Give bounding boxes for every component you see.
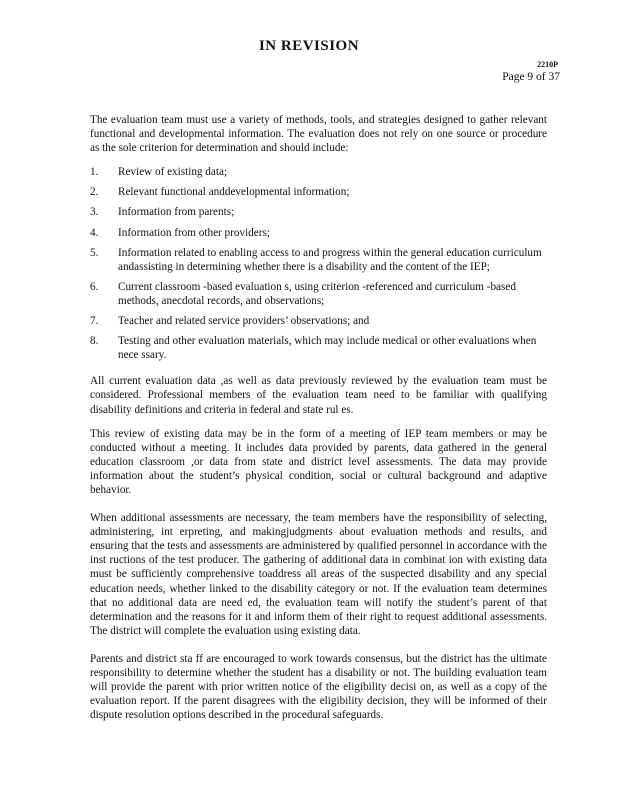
list-item-number: 6. (90, 280, 99, 293)
policy-number: 2210P (537, 60, 558, 69)
list-item-text: Relevant functional anddevelopmental information; (118, 186, 350, 199)
additional-assessments-paragraph: When additional assessments are necessary, the team members have the responsibility of selecting, administering, int erpreting, and makingjudgments about evaluation methods and results, and ensuring that the tests and assessments are administered by qualified personnel in accordance with the inst ructions of the test producer. The gathering of additional data in combinat ion with existing data must be sufficiently comprehensive toaddress all areas of the suspected disability and any special education needs, whether linked to the disability category or not. If the evaluation team determines that no additional data are need ed, the evaluation team will notify the student’s parent of that determination and the reasons for it and inform them of their right to request additional assessments. The district will complete the evaluation using existing data. (90, 512, 547, 637)
current-data-paragraph: All current evaluation data ,as well as data previously reviewed by the evaluation team must be considered. Professional members of the evaluation team need to be familiar with qualifying disability definitions and criteria in federal and state rul es. (90, 375, 547, 416)
revision-title: IN REVISION (258, 38, 360, 54)
list-item-text: Information from other providers; (118, 226, 270, 239)
list-item-number: 4. (90, 226, 99, 239)
list-item-text: Teacher and related service providers’ observations; and (118, 315, 370, 328)
list-item (90, 246, 547, 274)
intro-paragraph: The evaluation team must use a variety of methods, tools, and strategies designed to gather relevant functional and developmental information. The evaluation does not rely on one source or procedure as the sole criterion for determination and should include: (90, 114, 547, 155)
list-item (90, 226, 547, 240)
evaluation-methods-list (90, 165, 547, 362)
list-item (90, 280, 547, 308)
list-item (90, 165, 547, 179)
list-item-number: 1. (90, 166, 99, 179)
page-number: Page 9 of 37 (502, 71, 560, 83)
list-item-text: Current classroom -based evaluation s, using criterion -referenced and curriculum -based methods, anecdotal records, and observations; (118, 280, 516, 307)
list-item-number: 2. (90, 186, 99, 199)
list-item-number: 5. (90, 246, 99, 259)
list-item-number: 8. (90, 335, 99, 348)
list-item-text: Information related to enabling access to and progress within the general education curriculum andassisting in determining whether there is a disability and the content of the IEP; (118, 246, 542, 273)
list-item (90, 185, 547, 199)
consensus-paragraph: Parents and district sta ff are encouraged to work towards consensus, but the district has the ultimate responsibility to determine whether the student has a disability or not. The building evaluation team will provide the parent with prior written notice of the eligibility decisi on, as well as a copy of the evaluation report. If the parent disagrees with the eligibility decision, they will be informed of their dispute resolution options described in the procedural safeguards. (90, 652, 547, 722)
list-item-text: Review of existing data; (118, 166, 228, 179)
list-item-number: 7. (90, 315, 99, 328)
list-item (90, 334, 547, 362)
document-body (90, 113, 547, 732)
list-item (90, 205, 547, 219)
list-item (90, 314, 547, 328)
review-paragraph: This review of existing data may be in the form of a meeting of IEP team members or may be conducted without a meeting. It includes data provided by parents, data gathered in the general education classroom ,or data from state and district level assessments. The data may provide information about the student’s physical condition, social or cultural background and adaptive behavior. (90, 427, 547, 496)
list-item-text: Testing and other evaluation materials, which may include medical or other evaluations when nece ssary. (118, 335, 537, 362)
list-item-number: 3. (90, 206, 99, 219)
list-item-text: Information from parents; (118, 206, 235, 219)
